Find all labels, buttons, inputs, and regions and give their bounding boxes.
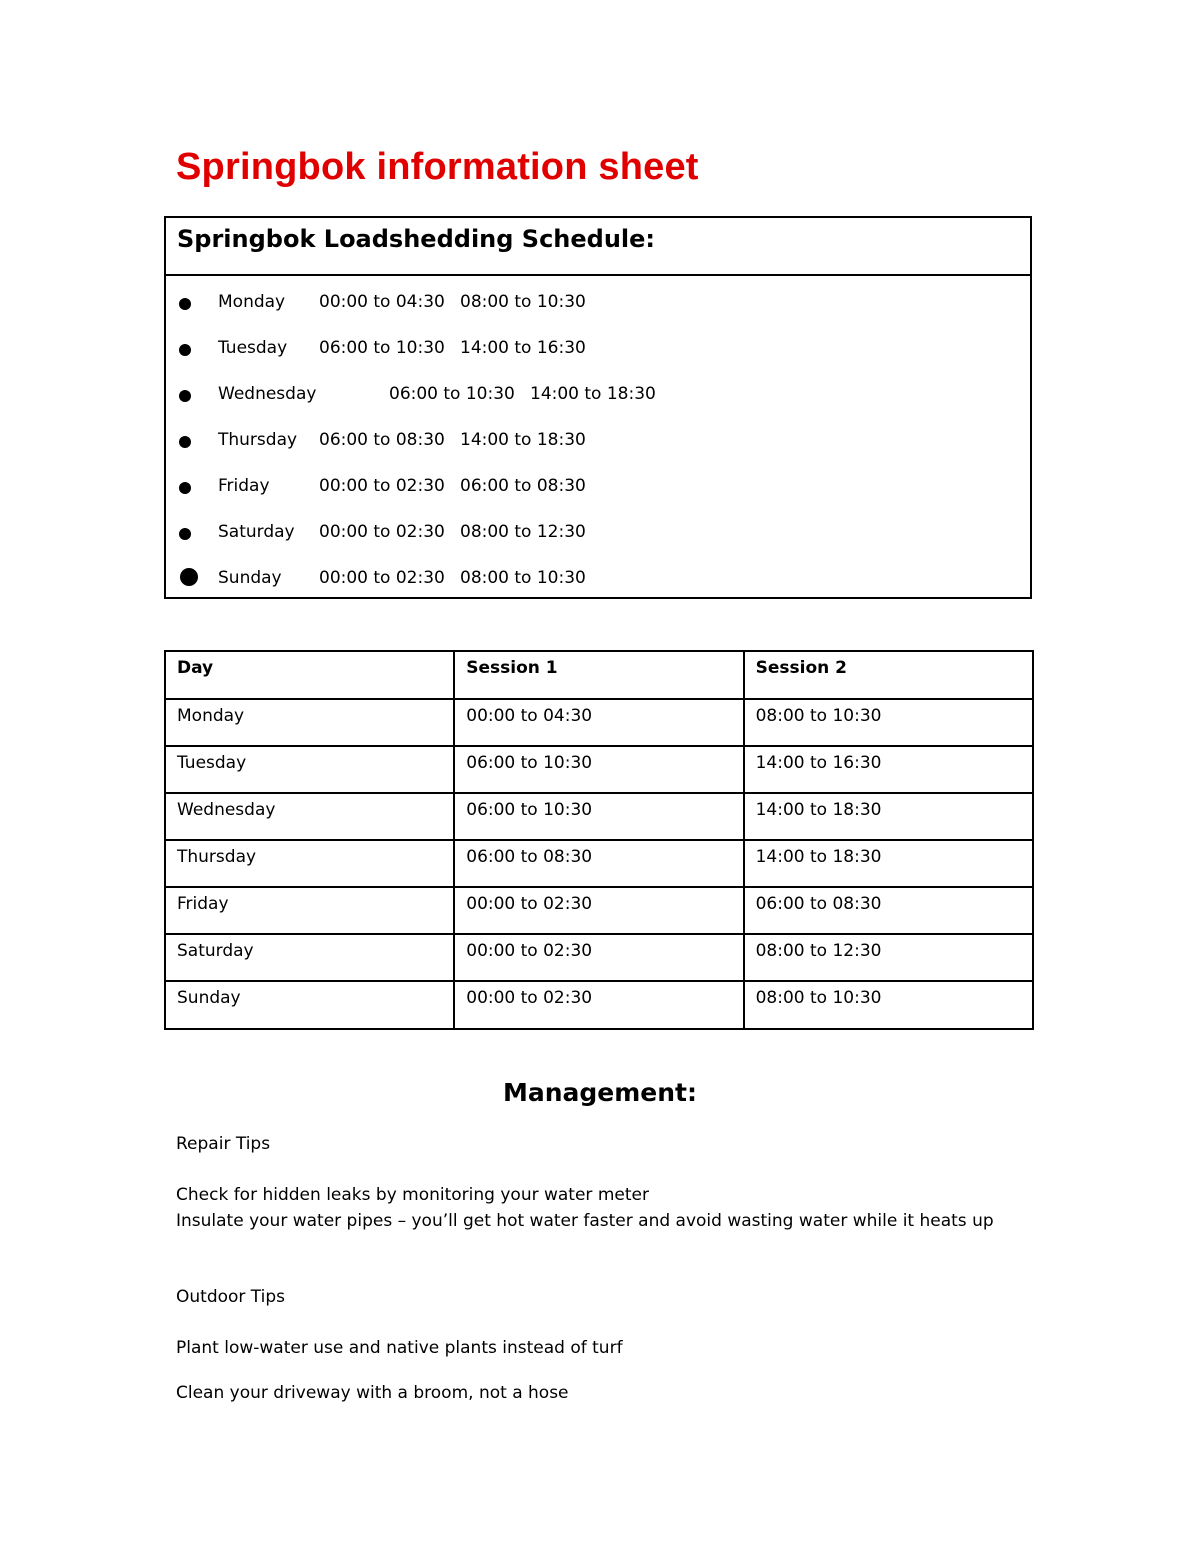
table-cell: 14:00 to 18:30 (744, 840, 1033, 887)
schedule-time-1: 00:00 to 04:30 (319, 292, 445, 312)
schedule-table (164, 650, 1034, 1030)
table-cell: 14:00 to 16:30 (744, 746, 1033, 793)
table-row (165, 887, 1033, 934)
schedule-day: Thursday (218, 430, 298, 450)
schedule-time-2: 06:00 to 08:30 (460, 476, 586, 496)
table-cell: 00:00 to 02:30 (454, 887, 743, 934)
schedule-time-1: 06:00 to 08:30 (319, 430, 445, 450)
outdoor-tips-heading: Outdoor Tips (176, 1287, 286, 1307)
table-cell: 14:00 to 18:30 (744, 793, 1033, 840)
table-cell: Saturday (165, 934, 454, 981)
table-cell: 06:00 to 08:30 (744, 887, 1033, 934)
table-cell: Sunday (165, 981, 454, 1029)
table-row (165, 840, 1033, 887)
schedule-time-1: 00:00 to 02:30 (319, 476, 445, 496)
schedule-time-2: 08:00 to 12:30 (460, 522, 586, 542)
schedule-day: Sunday (218, 568, 282, 588)
table-row (165, 746, 1033, 793)
bullet-icon (180, 568, 198, 586)
schedule-time-2: 08:00 to 10:30 (460, 292, 586, 312)
table-cell: Wednesday (165, 793, 454, 840)
repair-tip: Check for hidden leaks by monitoring your water meter (176, 1185, 649, 1205)
table-row (165, 981, 1033, 1029)
table-cell: 00:00 to 02:30 (454, 934, 743, 981)
table-cell: 08:00 to 10:30 (744, 981, 1033, 1029)
bullet-icon (179, 528, 191, 540)
schedule-time-2: 14:00 to 18:30 (530, 384, 656, 404)
bullet-icon (179, 298, 191, 310)
bullet-icon (179, 436, 191, 448)
schedule-day: Monday (218, 292, 286, 312)
table-cell: 06:00 to 08:30 (454, 840, 743, 887)
table-row (165, 699, 1033, 746)
schedule-time-1: 06:00 to 10:30 (319, 338, 445, 358)
schedule-time-1: 00:00 to 02:30 (319, 522, 445, 542)
table-cell: 06:00 to 10:30 (454, 746, 743, 793)
table-row (165, 793, 1033, 840)
schedule-time-1: 00:00 to 02:30 (319, 568, 445, 588)
repair-tips-heading: Repair Tips (176, 1134, 271, 1154)
loadshedding-schedule-box (164, 216, 1032, 599)
schedule-heading: Springbok Loadshedding Schedule: (166, 218, 1030, 276)
table-cell: Tuesday (165, 746, 454, 793)
schedule-day: Tuesday (218, 338, 288, 358)
outdoor-tip: Clean your driveway with a broom, not a hose (176, 1383, 569, 1403)
table-header-row (165, 651, 1033, 699)
header-cell: Session 1 (454, 651, 743, 699)
schedule-day: Friday (218, 476, 270, 496)
schedule-day: Wednesday (218, 384, 317, 404)
outdoor-tip: Plant low-water use and native plants instead of turf (176, 1338, 623, 1358)
schedule-time-2: 14:00 to 16:30 (460, 338, 586, 358)
schedule-time-1: 06:00 to 10:30 (389, 384, 515, 404)
bullet-icon (179, 390, 191, 402)
bullet-icon (179, 482, 191, 494)
table-cell: Thursday (165, 840, 454, 887)
schedule-time-2: 08:00 to 10:30 (460, 568, 586, 588)
management-heading: Management: (502, 1078, 698, 1107)
page-title: Springbok information sheet (176, 146, 699, 188)
header-cell: Day (165, 651, 454, 699)
table-cell: Monday (165, 699, 454, 746)
repair-tip: Insulate your water pipes – you’ll get hot water faster and avoid wasting water while it heats up (176, 1211, 994, 1231)
table-cell: 06:00 to 10:30 (454, 793, 743, 840)
schedule-time-2: 14:00 to 18:30 (460, 430, 586, 450)
schedule-day: Saturday (218, 522, 295, 542)
table-row (165, 934, 1033, 981)
bullet-icon (179, 344, 191, 356)
header-cell: Session 2 (744, 651, 1033, 699)
table-cell: Friday (165, 887, 454, 934)
table-cell: 00:00 to 02:30 (454, 981, 743, 1029)
table-cell: 08:00 to 12:30 (744, 934, 1033, 981)
table-cell: 00:00 to 04:30 (454, 699, 743, 746)
table-cell: 08:00 to 10:30 (744, 699, 1033, 746)
